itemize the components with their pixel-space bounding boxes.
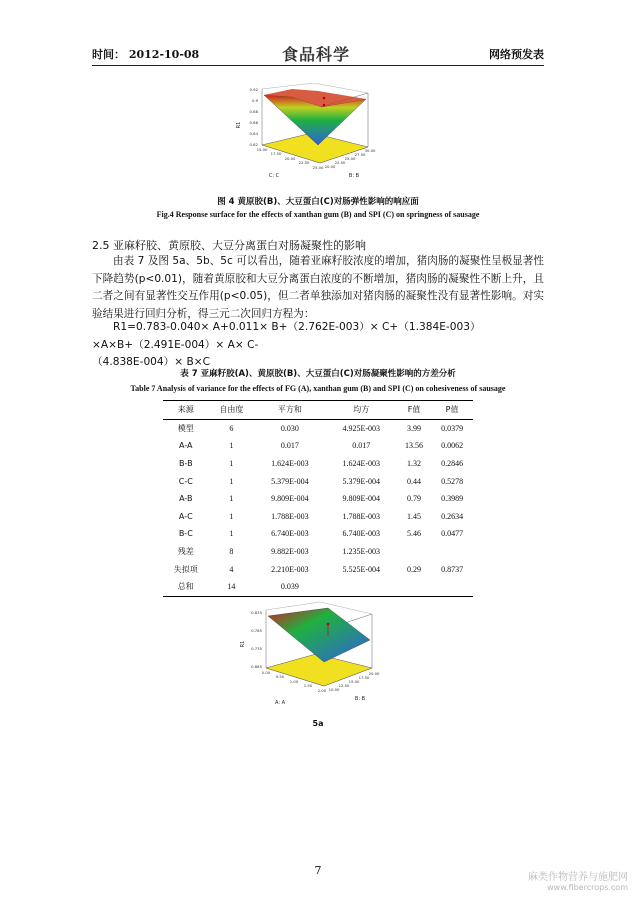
table-cell: 6 — [229, 423, 234, 433]
table-row — [163, 437, 473, 455]
figure-4-ztick: 0.88 — [249, 109, 258, 114]
figure-4-tick-a: 22.50 — [298, 160, 310, 165]
header-date: 时间： 2012-10-08 — [92, 48, 200, 61]
table-cell: 1.788E-003 — [342, 511, 381, 521]
table-cell — [397, 578, 431, 596]
table-cell: 失拟项 — [173, 564, 198, 574]
figure-4 — [232, 83, 392, 191]
table-cell: 0.017 — [352, 441, 371, 451]
table-row — [163, 560, 473, 578]
figure-5a-axis-b-label: B: B — [354, 696, 366, 702]
figure-5a-tick-a: 2.00 — [317, 688, 327, 693]
figure-4-ztick: 0.9 — [251, 98, 258, 103]
table-cell: 4 — [229, 564, 234, 574]
table-cell: 1 — [229, 494, 234, 504]
figure-4-tick-a: 25.00 — [312, 165, 324, 170]
column-header: P值 — [431, 401, 473, 420]
table-cell: 0.039 — [254, 578, 325, 596]
figure-4-tick-a: 20.00 — [284, 156, 296, 161]
table-cell: 5.379E-004 — [342, 476, 381, 486]
regression-equation — [92, 319, 544, 372]
figure-5a-tick-a: 1.00 — [289, 679, 299, 684]
table-header-row — [163, 401, 473, 420]
table-cell: B-C — [178, 529, 193, 539]
table-cell: 9.809E-004 — [342, 494, 381, 504]
figure-4-caption-en: Fig.4 Response surface for the effects of xanthan gum (B) and SPI (C) on springness of sausage — [156, 210, 480, 219]
figure-5a-plot — [236, 600, 396, 712]
table-cell — [326, 578, 397, 596]
figure-5a-zlabel: R1 — [240, 640, 246, 648]
figure-5a-tick-a: 0.50 — [275, 674, 285, 679]
table-cell: 14 — [209, 578, 255, 596]
table-cell: 1 — [229, 476, 234, 486]
figure-4-design-point — [323, 104, 326, 107]
figure-5a-tick-b: 15.00 — [348, 679, 360, 684]
section-heading: 2.5 亚麻籽胶、黄原胶、大豆分离蛋白对肠凝聚性的影响 — [92, 239, 366, 252]
paragraph-text: 由表 7 及图 5a、5b、5c 可以看出，随着亚麻籽胶浓度的增加，猪肉肠的凝聚性呈极显著性下降趋势(p<0.01)，随着黄原胶和大豆分离蛋白浓度的不断增加，猪肉肠的凝聚性不断上升，且二者之间有显著性交互作用(p<0.05)，但二者单独添加对猪肉肠的凝聚性没有显著性影响。对实验结果进行回归分析，得三元二次回归方程为： — [92, 255, 544, 320]
table-cell: 0.0379 — [441, 423, 464, 433]
page-number: 7 — [314, 864, 322, 877]
watermark-url: www.fibercrops.com — [547, 883, 628, 892]
figure-4-ztick: 0.82 — [249, 142, 258, 147]
figure-4-ztick: 0.84 — [249, 131, 258, 136]
table-row — [163, 543, 473, 561]
table-cell: 1.624E-003 — [271, 459, 309, 469]
table-cell: 1 — [229, 459, 234, 469]
anova-table — [163, 400, 473, 597]
table-7-caption-en: Table 7 Analysis of variance for the effects of FG (A), xanthan gum (B) and SPI (C) on cohesiveness of sausage — [130, 384, 506, 393]
figure-5a-ztick: 0.835 — [251, 610, 262, 615]
table-cell: 1.32 — [407, 459, 422, 469]
table-cell — [431, 578, 473, 596]
table-cell: C-C — [178, 476, 193, 486]
column-header: 均方 — [326, 401, 397, 420]
table-cell: 0.3989 — [441, 494, 464, 504]
table-cell: A-C — [178, 511, 193, 521]
table-cell: 8 — [229, 547, 234, 557]
table-cell: 残差 — [177, 547, 194, 557]
column-header: F值 — [397, 401, 431, 420]
table-cell: 0.0062 — [441, 441, 464, 451]
figure-4-zlabel: R1 — [236, 121, 242, 129]
table-cell: 1 — [229, 441, 234, 451]
journal-name: 食品科学 — [282, 45, 351, 64]
figure-4-tick-b: 25.00 — [344, 156, 356, 161]
figure-5a-surface — [268, 608, 370, 662]
figure-5a-ztick: 0.785 — [251, 628, 262, 633]
figure-4-tick-b: 27.50 — [354, 152, 366, 157]
table-cell: 13.56 — [405, 441, 424, 451]
site-watermark — [528, 868, 628, 892]
equation-line-1: R1=0.783-0.040× A+0.011× B+（2.762E-003）× C+（1.384E-003）×A×B+（2.491E-004）× A× C- — [92, 321, 481, 351]
table-cell: 0.2846 — [441, 459, 464, 469]
table-cell: 1.45 — [407, 511, 422, 521]
table-cell: 6.740E-003 — [342, 529, 381, 539]
table-7-caption-cn: 表 7 亚麻籽胶(A)、黄原胶(B)、大豆蛋白(C)对肠凝聚性影响的方差分析 — [180, 369, 456, 379]
table-cell — [397, 543, 431, 561]
table-row — [163, 508, 473, 526]
column-header: 平方和 — [254, 401, 325, 420]
figure-4-axis-b-label: B: B — [348, 173, 360, 179]
column-header: 自由度 — [209, 401, 255, 420]
figure-4-tick-a: 15.00 — [256, 147, 268, 152]
figure-4-caption-cn: 图 4 黄原胶(B)、大豆蛋白(C)对肠弹性影响的响应面 — [217, 197, 419, 207]
table-cell: 0.29 — [407, 564, 422, 574]
figure-5a-label: 5a — [312, 719, 324, 728]
figure-5a-tick-b: 17.50 — [358, 675, 370, 680]
table-cell: 0.2634 — [441, 511, 464, 521]
figure-5a-axis-a-label: A: A — [274, 700, 286, 706]
table-row — [163, 525, 473, 543]
figure-5a-tick-a: 0.00 — [261, 670, 271, 675]
table-row — [163, 419, 473, 437]
table-cell: 1.624E-003 — [342, 459, 381, 469]
column-header: 来源 — [163, 401, 209, 420]
figure-4-design-point — [323, 97, 326, 100]
equation-line-2: （4.838E-004）× B×C — [92, 356, 211, 368]
figure-4-ztick: 0.86 — [249, 120, 258, 125]
figure-5a-design-point — [327, 623, 330, 626]
table-row — [163, 455, 473, 473]
watermark-cn: 麻类作物营养与施肥网 — [528, 872, 628, 883]
table-cell: 0.017 — [280, 441, 299, 451]
table-cell: 1 — [229, 511, 234, 521]
table-cell: 模型 — [177, 423, 194, 433]
figure-5a — [236, 600, 396, 712]
body-paragraph — [92, 253, 544, 323]
table-cell: 5.379E-004 — [271, 476, 309, 486]
table-row — [163, 472, 473, 490]
table-cell: B-B — [179, 459, 193, 469]
page-header — [92, 43, 544, 66]
table-cell: 9.882E-003 — [271, 547, 309, 557]
table-cell: 0.030 — [280, 423, 299, 433]
table-cell: 6.740E-003 — [271, 529, 309, 539]
table-cell: 2.210E-003 — [271, 564, 309, 574]
figure-5a-tick-b: 20.00 — [368, 671, 380, 676]
table-cell: A-B — [179, 494, 193, 504]
table-cell: 0.79 — [407, 494, 422, 504]
figure-4-plot — [232, 83, 392, 191]
table-cell — [431, 543, 473, 561]
table-cell: 5.525E-004 — [342, 564, 381, 574]
figure-4-tick-b: 20.00 — [324, 164, 336, 169]
table-cell: 1.788E-003 — [271, 511, 309, 521]
table-cell: 0.5278 — [441, 476, 464, 486]
figure-5a-ztick: 0.685 — [251, 664, 262, 669]
table-row — [163, 578, 473, 596]
table-cell: 总和 — [163, 578, 209, 596]
figure-4-tick-b: 22.50 — [334, 160, 346, 165]
table-cell: 9.809E-004 — [271, 494, 309, 504]
figure-5a-tick-a: 1.50 — [303, 683, 313, 688]
table-cell: 1.235E-003 — [342, 547, 381, 557]
table-cell: 0.44 — [407, 476, 422, 486]
figure-4-tick-a: 17.50 — [270, 151, 282, 156]
table-cell: 0.0477 — [441, 529, 464, 539]
table-cell: 3.99 — [407, 423, 422, 433]
table-row — [163, 490, 473, 508]
figure-5a-tick-b: 12.50 — [338, 683, 350, 688]
figure-4-axis-a-label: C: C — [268, 173, 280, 179]
table-cell: 0.8737 — [441, 564, 464, 574]
table-cell: A-A — [179, 441, 193, 451]
figure-5a-tick-b: 10.00 — [328, 687, 340, 692]
figure-4-ztick: 0.92 — [249, 87, 258, 92]
figure-4-tick-b: 30.00 — [364, 148, 376, 153]
table-cell: 4.925E-003 — [342, 423, 381, 433]
figure-5a-ztick: 0.735 — [251, 646, 262, 651]
header-tag: 网络预发表 — [489, 48, 544, 61]
table-cell: 5.46 — [407, 529, 422, 539]
table-cell: 1 — [229, 529, 234, 539]
